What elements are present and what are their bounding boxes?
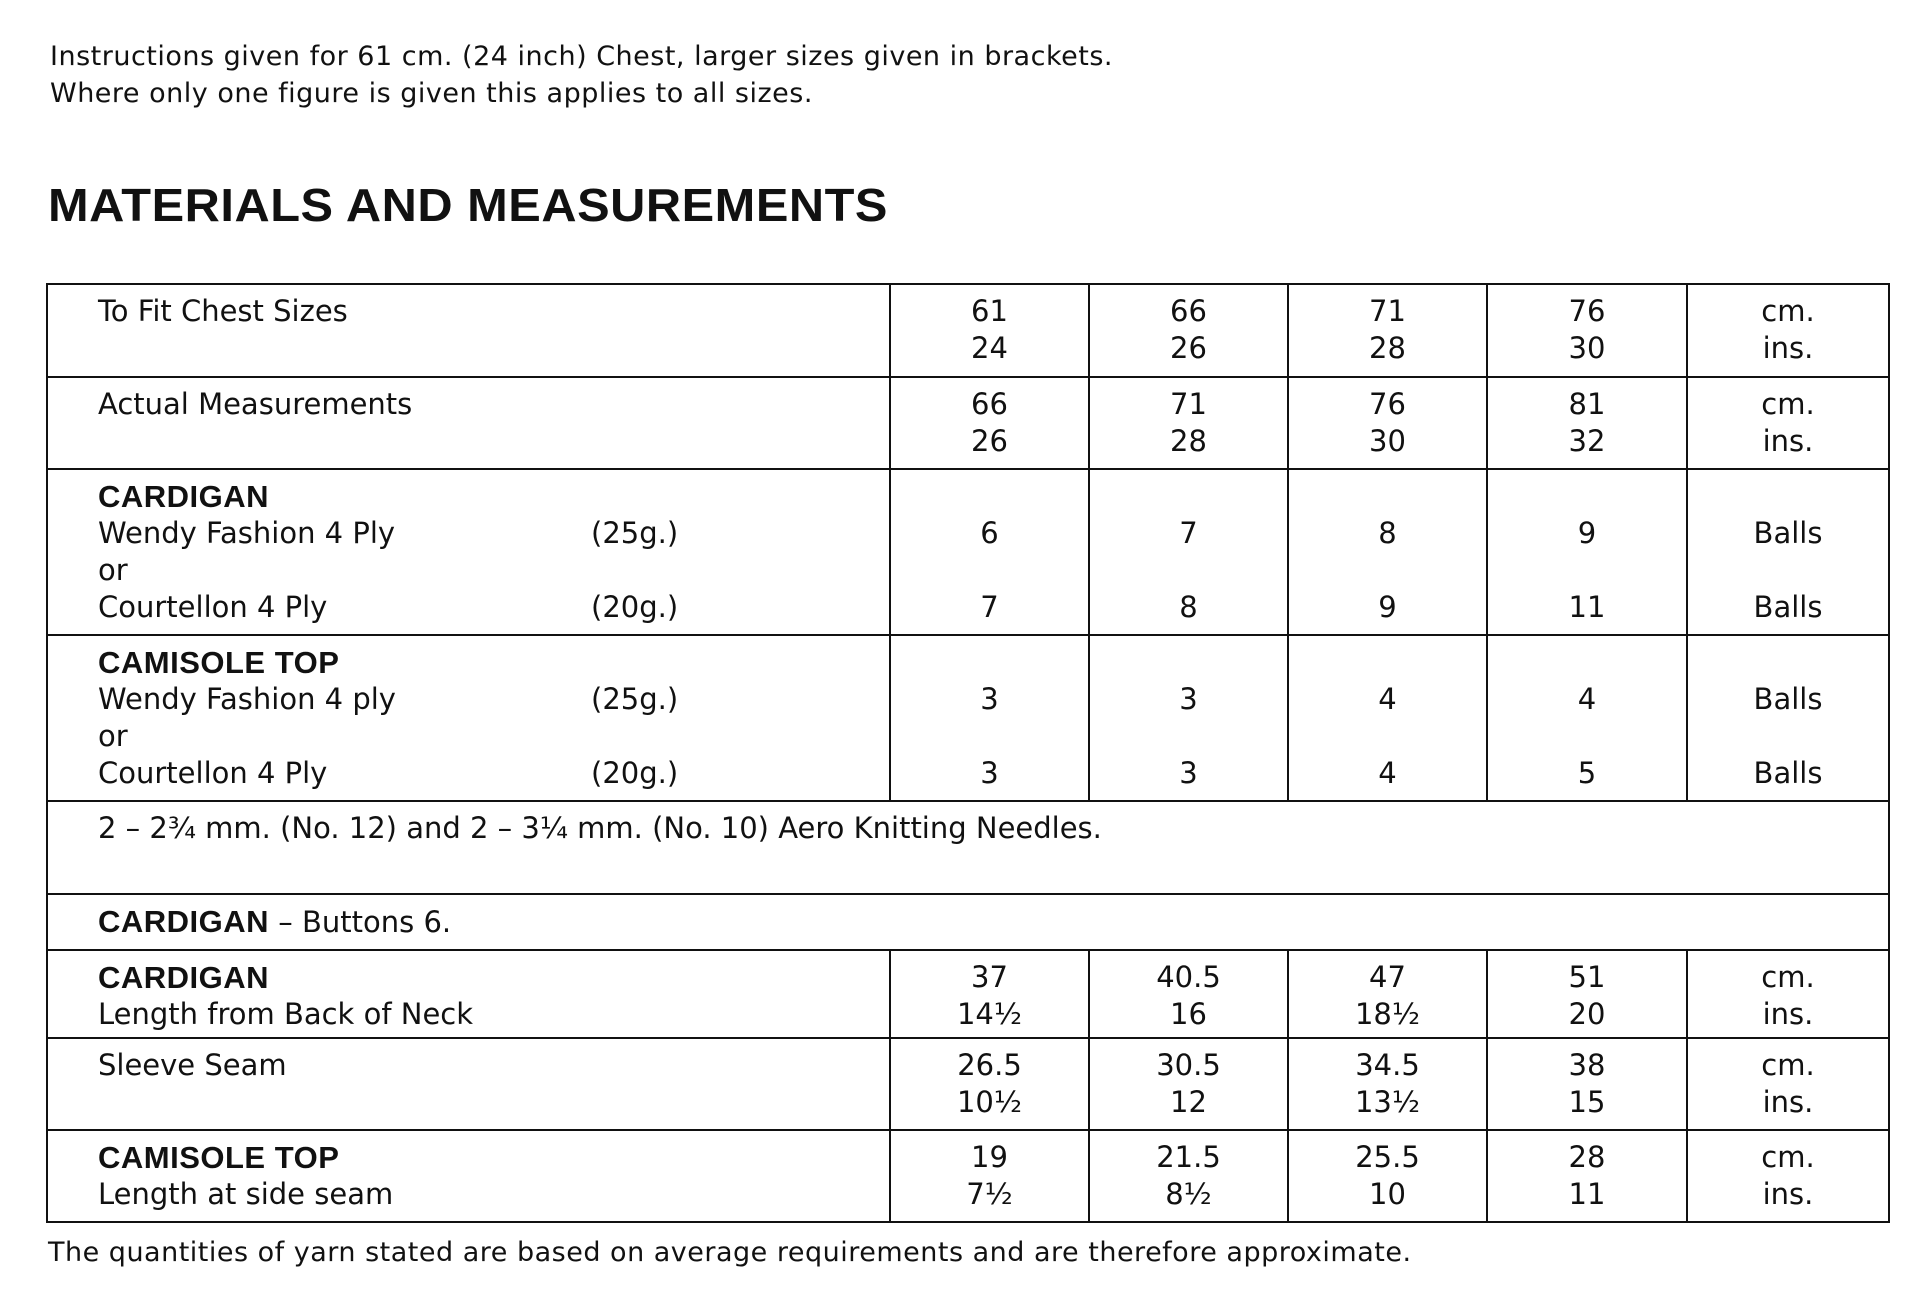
cell-value: 6 [980, 516, 999, 550]
cell-value: 8 [1179, 590, 1198, 624]
cell-value: 51 [1568, 960, 1606, 994]
cell-value: 66 [971, 387, 1008, 421]
section-title: CAMISOLE TOP [98, 645, 340, 680]
or-label: or [98, 553, 128, 587]
cell-value: 4 [1378, 756, 1397, 790]
cell-value: 26 [971, 424, 1008, 458]
cell-value: 26 [1170, 331, 1207, 365]
cell-value: 10 [1369, 1177, 1406, 1211]
cell-value: 3 [980, 682, 999, 716]
cell-value: 9 [1378, 590, 1397, 624]
cell-value: 8½ [1165, 1177, 1212, 1211]
cell-value: 26.5 [957, 1048, 1022, 1082]
cell-value: 28 [1568, 1140, 1606, 1174]
cell-value: 10½ [956, 1085, 1022, 1119]
cell-value: 3 [1179, 756, 1198, 790]
measurements-table [46, 283, 1890, 1223]
cell-value: 40.5 [1156, 960, 1221, 994]
unit-label: Balls [1753, 590, 1823, 624]
cell-value: 71 [1170, 387, 1207, 421]
cell-value: 24 [971, 331, 1008, 365]
unit-label: Balls [1753, 756, 1823, 790]
cell-value: 76 [1568, 294, 1606, 328]
row-label: Length from Back of Neck [98, 997, 474, 1031]
cell-value: 9 [1577, 516, 1597, 550]
yarn-weight: (25g.) [591, 516, 679, 550]
cell-value: 4 [1378, 682, 1397, 716]
cell-value: 25.5 [1355, 1140, 1420, 1174]
unit-label: Balls [1753, 682, 1823, 716]
table-row [47, 284, 1889, 377]
yarn-name: Courtellon 4 Ply [98, 756, 328, 790]
cell-value: 11 [1568, 1177, 1606, 1211]
cell-value: 15 [1568, 1085, 1606, 1119]
intro-text [50, 38, 1113, 112]
unit-label: ins. [1762, 1085, 1814, 1119]
cell-value: 30 [1568, 331, 1606, 365]
unit-label: ins. [1762, 1177, 1814, 1211]
cell-value: 19 [971, 1140, 1008, 1174]
yarn-weight: (25g.) [591, 682, 679, 716]
section-title: CAMISOLE TOP [98, 1140, 340, 1175]
cell-value: 13½ [1354, 1085, 1420, 1119]
cell-value: 61 [971, 294, 1008, 328]
cell-value: 16 [1170, 997, 1207, 1031]
table-row [47, 950, 1889, 1038]
cell-value: 18½ [1354, 997, 1420, 1031]
cell-value: 38 [1568, 1048, 1606, 1082]
table-row [47, 894, 1889, 950]
yarn-name: Wendy Fashion 4 ply [98, 682, 396, 716]
intro-line-1: Instructions given for 61 cm. (24 inch) Chest, larger sizes given in brackets. [50, 41, 1113, 72]
yarn-name: Courtellon 4 Ply [98, 590, 328, 624]
needles-text: 2 – 2¾ mm. (No. 12) and 2 – 3¼ mm. (No. 10) Aero Knitting Needles. [98, 811, 1102, 845]
row-label: Actual Measurements [98, 387, 413, 421]
cell-value: 4 [1577, 682, 1597, 716]
cell-value: 7½ [966, 1177, 1013, 1211]
row-label: To Fit Chest Sizes [98, 294, 348, 328]
cell-value: 3 [1179, 682, 1198, 716]
section-title: CARDIGAN [98, 960, 270, 995]
unit-label: ins. [1762, 997, 1814, 1031]
table-row [47, 377, 1889, 469]
cell-value: 28 [1369, 331, 1406, 365]
page-title: MATERIALS AND MEASUREMENTS [48, 179, 889, 231]
cell-value: 71 [1369, 294, 1406, 328]
yarn-weight: (20g.) [591, 590, 679, 624]
cell-value: 30.5 [1156, 1048, 1221, 1082]
table-row [47, 801, 1889, 894]
intro-line-2: Where only one figure is given this applies to all sizes. [50, 78, 813, 109]
yarn-name: Wendy Fashion 4 Ply [98, 516, 396, 550]
cell-value: 76 [1369, 387, 1406, 421]
cell-value: 28 [1170, 424, 1207, 458]
unit-label: Balls [1753, 516, 1823, 550]
unit-label: cm. [1761, 960, 1815, 994]
cell-value: 11 [1568, 590, 1606, 624]
unit-label: cm. [1761, 387, 1815, 421]
cell-value: 8 [1378, 516, 1397, 550]
cell-value: 7 [980, 590, 999, 624]
table-row [47, 1038, 1889, 1130]
cell-value: 12 [1170, 1085, 1207, 1119]
yarn-weight: (20g.) [591, 756, 679, 790]
cell-value: 81 [1568, 387, 1606, 421]
unit-label: ins. [1762, 331, 1814, 365]
section-title: CARDIGAN [98, 479, 270, 514]
cell-value: 37 [971, 960, 1008, 994]
cell-value: 5 [1577, 756, 1597, 790]
cell-value: 32 [1568, 424, 1606, 458]
unit-label: cm. [1761, 294, 1815, 328]
cell-value: 47 [1369, 960, 1406, 994]
unit-label: cm. [1761, 1140, 1815, 1174]
or-label: or [98, 719, 128, 753]
row-label: Length at side seam [98, 1177, 394, 1211]
cell-value: 66 [1170, 294, 1207, 328]
footnote: The quantities of yarn stated are based on average requirements and are therefore approximate. [48, 1237, 1412, 1268]
unit-label: cm. [1761, 1048, 1815, 1082]
cell-value: 3 [980, 756, 999, 790]
row-label: Sleeve Seam [98, 1048, 287, 1082]
cell-value: 34.5 [1355, 1048, 1420, 1082]
cell-value: 7 [1179, 516, 1198, 550]
table-row [47, 1130, 1889, 1222]
table-row [47, 635, 1889, 801]
cell-value: 21.5 [1156, 1140, 1221, 1174]
section-title: CARDIGAN [98, 904, 270, 939]
cell-value: 30 [1369, 424, 1406, 458]
unit-label: ins. [1762, 424, 1814, 458]
buttons-text: – Buttons 6. [269, 905, 452, 939]
table-row [47, 469, 1889, 635]
cell-value: 20 [1568, 997, 1606, 1031]
cell-value: 14½ [956, 997, 1022, 1031]
